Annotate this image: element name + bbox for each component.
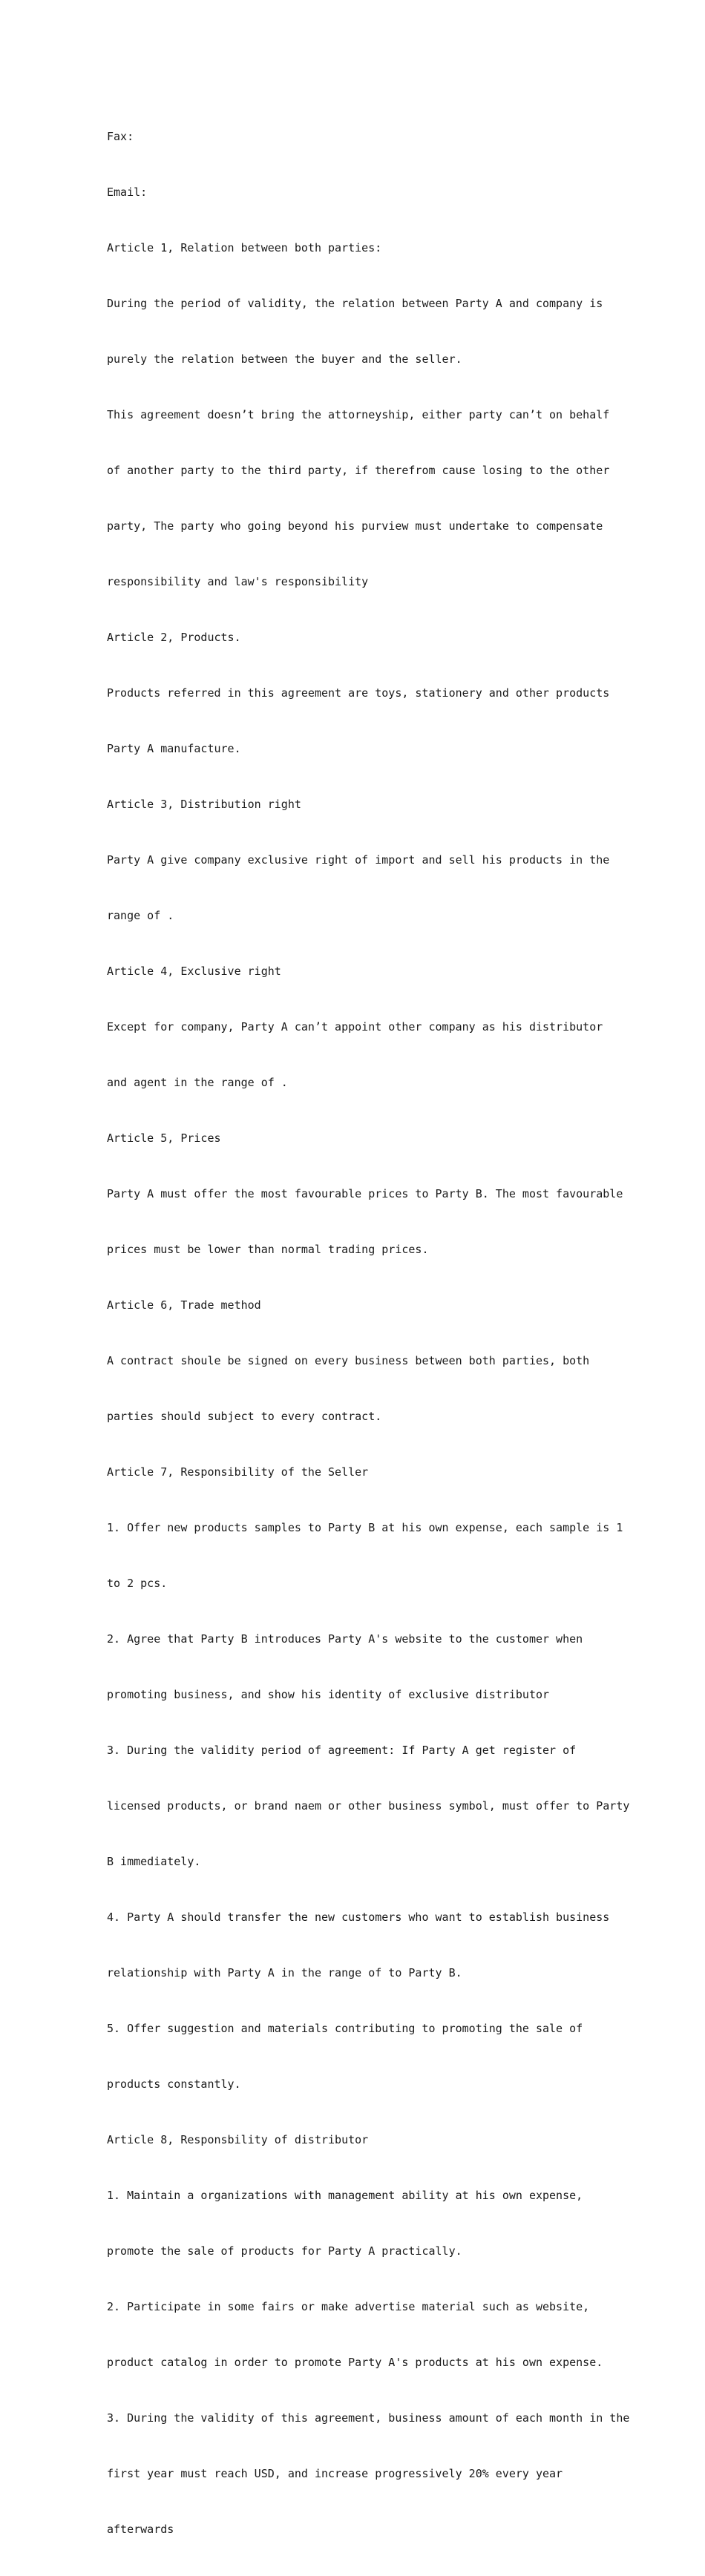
article-1-heading: Article 1, Relation between both parties: [107, 241, 382, 254]
text-line: Party A give company exclusive right of import and sell his products in the [107, 853, 610, 867]
text-line: prices must be lower than normal trading prices. [107, 1243, 429, 1256]
text-line: party, The party who going beyond his purview must undertake to compensate [107, 519, 603, 533]
text-line: responsibility and law's responsibility [107, 575, 369, 588]
text-line: 1. Maintain a organizations with management ability at his own expense, [107, 2189, 583, 2202]
text-line: product catalog in order to promote Party A's products at his own expense. [107, 2356, 603, 2369]
text-line: first year must reach USD, and increase progressively 20% every year [107, 2467, 563, 2480]
text-line: to 2 pcs. [107, 1577, 168, 1590]
text-line: Party A must offer the most favourable prices to Party B. The most favourable [107, 1187, 623, 1200]
text-line: 2. Participate in some fairs or make advertise material such as website, [107, 2300, 590, 2313]
text-line: promote the sale of products for Party A practically. [107, 2244, 462, 2258]
email-line: Email: [107, 185, 148, 199]
text-line: afterwards [107, 2523, 174, 2536]
text-line: B immediately. [107, 1855, 201, 1868]
text-line: 4. Party A should transfer the new customers who want to establish business [107, 1910, 610, 1924]
text-line: 1. Offer new products samples to Party B at his own expense, each sample is 1 [107, 1521, 623, 1534]
article-6-heading: Article 6, Trade method [107, 1298, 261, 1312]
text-line: relationship with Party A in the range of to Party B. [107, 1966, 462, 1979]
text-line: 2. Agree that Party B introduces Party A's website to the customer when [107, 1632, 583, 1646]
text-line: range of . [107, 909, 174, 922]
text-line: During the period of validity, the relation between Party A and company is [107, 297, 603, 310]
text-line: 5. Offer suggestion and materials contributing to promoting the sale of [107, 2022, 583, 2035]
document-body [107, 91, 630, 2576]
text-line: products constantly. [107, 2077, 241, 2091]
text-line: Except for company, Party A can’t appoint other company as his distributor [107, 1020, 603, 1034]
text-line: purely the relation between the buyer and the seller. [107, 352, 462, 366]
fax-line: Fax: [107, 130, 134, 143]
text-line: 3. During the validity period of agreement: If Party A get register of [107, 1744, 577, 1757]
text-line: Products referred in this agreement are toys, stationery and other products [107, 686, 610, 700]
text-line: A contract shoule be signed on every business between both parties, both [107, 1354, 590, 1367]
article-3-heading: Article 3, Distribution right [107, 798, 301, 811]
text-line: promoting business, and show his identity of exclusive distributor [107, 1688, 550, 1701]
text-line: licensed products, or brand naem or other business symbol, must offer to Party [107, 1799, 630, 1813]
text-line: of another party to the third party, if therefrom cause losing to the other [107, 464, 610, 477]
text-line: Party A manufacture. [107, 742, 241, 755]
article-5-heading: Article 5, Prices [107, 1131, 221, 1145]
text-line: and agent in the range of . [107, 1076, 288, 1089]
text-line: This agreement doesn’t bring the attorneyship, either party can’t on behalf [107, 408, 610, 421]
article-7-heading: Article 7, Responsibility of the Seller [107, 1465, 369, 1479]
text-line: 3. During the validity of this agreement, business amount of each month in the [107, 2411, 630, 2425]
article-8-heading: Article 8, Responsbility of distributor [107, 2133, 369, 2146]
article-2-heading: Article 2, Products. [107, 631, 241, 644]
article-4-heading: Article 4, Exclusive right [107, 965, 281, 978]
text-line: parties should subject to every contract. [107, 1410, 382, 1423]
